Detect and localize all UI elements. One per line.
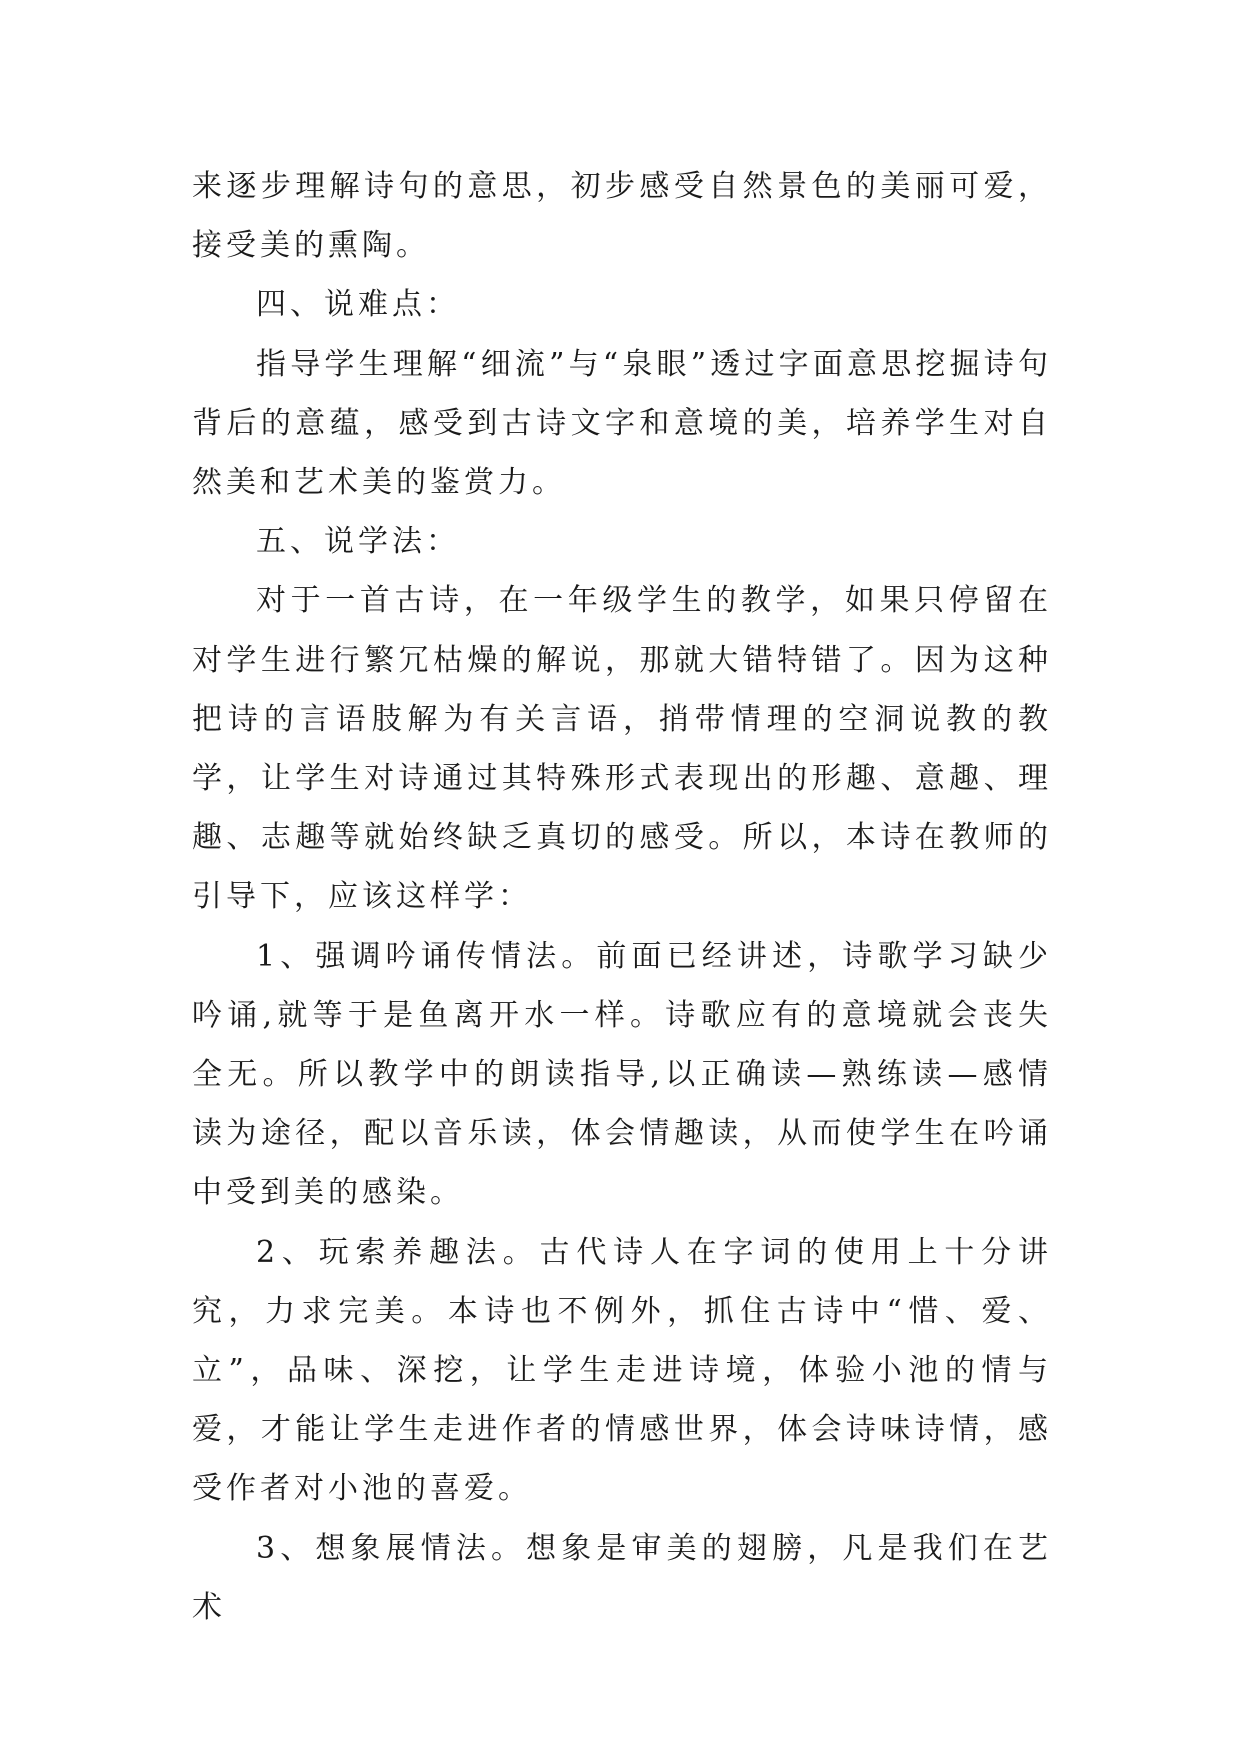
paragraph-method-1: 1、强调吟诵传情法。前面已经讲述，诗歌学习缺少吟诵,就等于是鱼离开水一样。诗歌应有的意境就会丧失全无。所以教学中的朗读指导,以正确读—熟练读—感情读为途径，配以音乐读，体会情趣读，从而使学生在吟诵中受到美的感染。	[192, 938, 1052, 1211]
paragraph-method-2: 2、玩索养趣法。古代诗人在字词的使用上十分讲究，力求完美。本诗也不例外，抓住古诗中“惜、爱、立”，品味、深挖，让学生走进诗境，体验小池的情与爱，才能让学生走进作者的情感世界，体会诗味诗情，感受作者对小池的喜爱。	[192, 1234, 1052, 1507]
section-heading-difficulties: 四、说难点：	[256, 287, 460, 323]
paragraph-learning-methods-intro: 对于一首古诗，在一年级学生的教学，如果只停留在对学生进行繁冗枯燥的解说，那就大错特错了。因为这种把诗的言语肢解为有关言语，捎带情理的空洞说教的教学，让学生对诗通过其特殊形式表现出的形趣、意趣、理趣、志趣等就始终缺乏真切的感受。所以，本诗在教师的引导下，应该这样学：	[192, 583, 1052, 915]
paragraph-continuation: 来逐步理解诗句的意思，初步感受自然景色的美丽可爱，接受美的熏陶。	[192, 169, 1052, 264]
document-body	[192, 157, 1052, 1637]
paragraph-difficulties: 指导学生理解“细流”与“泉眼”透过字面意思挖掘诗句背后的意蕴，感受到古诗文字和意境的美，培养学生对自然美和艺术美的鉴赏力。	[192, 346, 1052, 501]
paragraph-method-3: 3、想象展情法。想象是审美的翅膀，凡是我们在艺术	[192, 1530, 1052, 1625]
section-heading-learning-methods: 五、说学法：	[256, 524, 460, 560]
